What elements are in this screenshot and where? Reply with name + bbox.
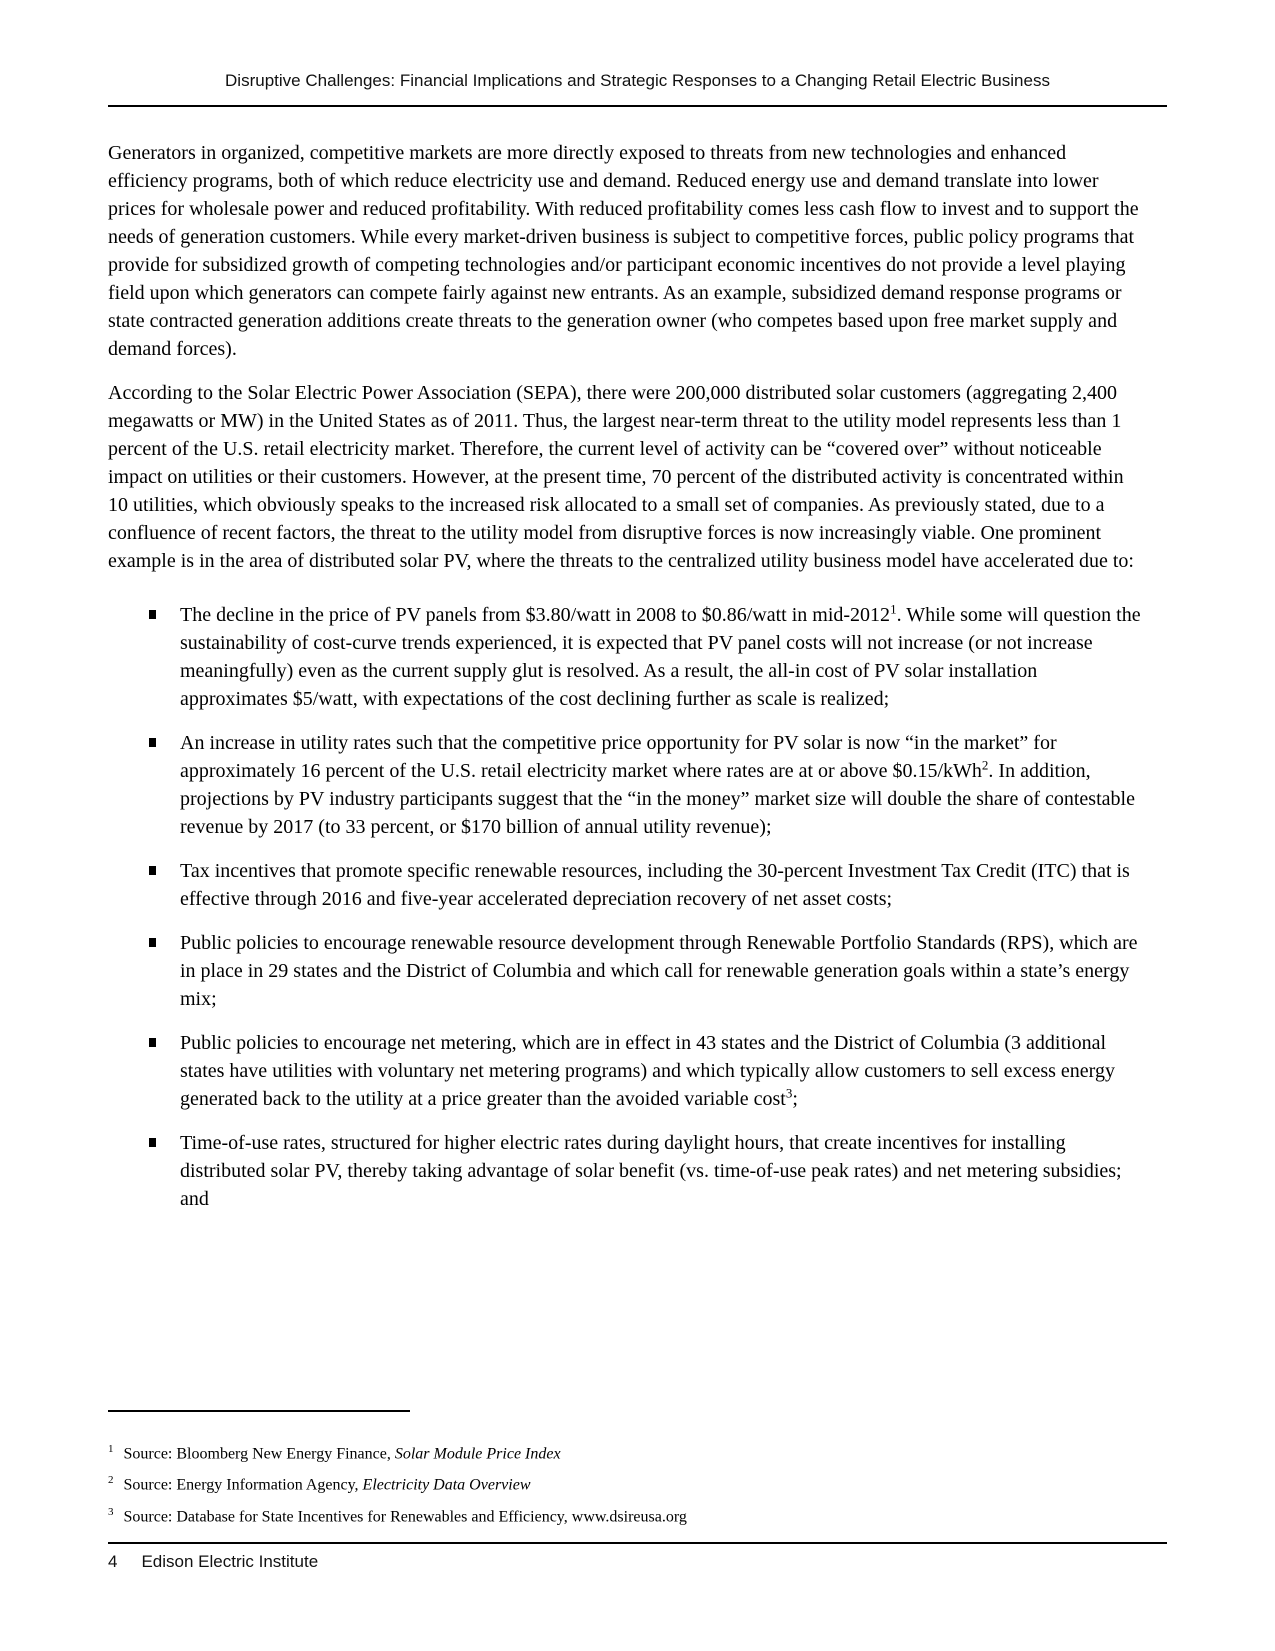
bullet-item-tax-incentives [108, 857, 1144, 913]
bullet-text: Public policies to encourage net metering, which are in effect in 43 states and the District of Columbia (3 additional states have utilities with voluntary net metering programs) and which typically allow customers to sell excess energy generated back to the utility at a price greater than the avoided variable cost [180, 1032, 1115, 1110]
bullet-text-continued: ; [792, 1088, 798, 1110]
bullet-list [108, 601, 1144, 1213]
footnote-text: Source: Bloomberg New Energy Finance, [123, 1445, 395, 1463]
footnote-ref-1: 1 [890, 601, 897, 617]
footnote-ref-2: 2 [981, 757, 989, 773]
bullet-item-time-of-use [108, 1129, 1144, 1213]
bullet-item-utility-rates [108, 729, 1144, 841]
paragraph-generators: Generators in organized, competitive markets are more directly exposed to threats from new technologies and enhanced efficiency programs, both of which reduce electricity use and demand. Reduced energy use and demand translate into lower prices for wholesale power and reduced profitability. With reduced profitability comes less cash flow to invest and to support the needs of generation customers. While every market-driven business is subject to competitive forces, public policy programs that provide for subsidized growth of competing technologies and/or participant economic incentives do not provide a level playing field upon which generators can compete fairly against new entrants. As an example, subsidized demand response programs or state contracted generation additions create threats to the generation owner (who competes based upon free market supply and demand forces). [108, 142, 1139, 360]
bullet-square-icon [149, 1138, 156, 1147]
footnote-3 [108, 1499, 1138, 1530]
bullet-item-pv-price-decline [108, 601, 1144, 713]
footnote-text: Source: Energy Information Agency, [123, 1476, 363, 1494]
footer-rule [108, 1542, 1167, 1544]
page-footer [108, 1552, 318, 1572]
footnote-1 [108, 1436, 1138, 1467]
page-body [108, 139, 1144, 1213]
footnote-ref-3: 3 [785, 1085, 793, 1101]
running-header-title: Disruptive Challenges: Financial Implications and Strategic Responses to a Changing Retail Electric Business [225, 71, 1050, 90]
bullet-text: The decline in the price of PV panels from $3.80/watt in 2008 to $0.86/watt in mid-2012 [180, 604, 891, 626]
bullet-square-icon [149, 938, 156, 947]
bullet-square-icon [149, 866, 156, 875]
page-number: 4 [108, 1552, 118, 1571]
paragraph-sepa: According to the Solar Electric Power Association (SEPA), there were 200,000 distributed solar customers (aggregating 2,400 megawatts or MW) in the United States as of 2011. Thus, the largest near-term threat to the utility model represents less than 1 percent of the U.S. retail electricity market. Therefore, the current level of activity can be “covered over” without noticeable impact on utilities or their customers. However, at the present time, 70 percent of the distributed activity is concentrated within 10 utilities, which obviously speaks to the increased risk allocated to a small set of companies. As previously stated, due to a confluence of recent factors, the threat to the utility model from disruptive forces is now increasingly viable. One prominent example is in the area of distributed solar PV, where the threats to the centralized utility business model have accelerated due to: [108, 382, 1134, 572]
footnote-separator-rule [108, 1410, 410, 1412]
bullet-square-icon [149, 1038, 156, 1047]
bullet-text: Public policies to encourage renewable resource development through Renewable Portfolio Standards (RPS), which are in place in 29 states and the District of Columbia and which call for renewable generation goals within a state’s energy mix; [180, 932, 1138, 1010]
bullet-item-net-metering [108, 1029, 1144, 1113]
footnote-text: Source: Database for State Incentives for Renewables and Efficiency, www.dsireusa.org [123, 1507, 687, 1525]
bullet-text: Tax incentives that promote specific renewable resources, including the 30-percent Investment Tax Credit (ITC) that is effective through 2016 and five-year accelerated depreciation recovery of net asset costs; [180, 860, 1130, 910]
bullet-text-continued: . While some will question the sustainability of cost-curve trends experienced, it is expected that PV panel costs will not increase (or not increase meaningfully) even as the current supply glut is resolved. As a result, the all-in cost of PV solar installation approximates $5/watt, with expectations of the cost declining further as scale is realized; [180, 604, 1141, 710]
bullet-text: Time-of-use rates, structured for higher electric rates during daylight hours, that create incentives for installing distributed solar PV, thereby taking advantage of solar benefit (vs. time-of-use peak rates) and net metering subsidies; and [180, 1132, 1122, 1210]
header-rule [108, 105, 1167, 107]
bullet-text: An increase in utility rates such that the competitive price opportunity for PV solar is now “in the market” for approximately 16 percent of the U.S. retail electricity market where rates are at or above $0.15/kWh [180, 732, 1057, 782]
footnote-2 [108, 1467, 1138, 1498]
footnote-source-title: Solar Module Price Index [394, 1445, 561, 1463]
bullet-item-rps-policies [108, 929, 1144, 1013]
footnote-marker: 1 [108, 1443, 114, 1455]
bullet-square-icon [149, 610, 156, 619]
page-header [0, 0, 1275, 107]
footnote-marker: 2 [108, 1474, 114, 1487]
footnotes-section [108, 1436, 1138, 1530]
footnote-marker: 3 [108, 1505, 114, 1518]
bullet-square-icon [149, 738, 156, 747]
footnote-source-title: Electricity Data Overview [362, 1476, 531, 1494]
footer-organization: Edison Electric Institute [141, 1552, 319, 1571]
bullet-text-continued: . In addition, projections by PV industry participants suggest that the “in the money” market size will double the share of contestable revenue by 2017 (to 33 percent, or $170 billion of annual utility revenue); [180, 760, 1135, 838]
